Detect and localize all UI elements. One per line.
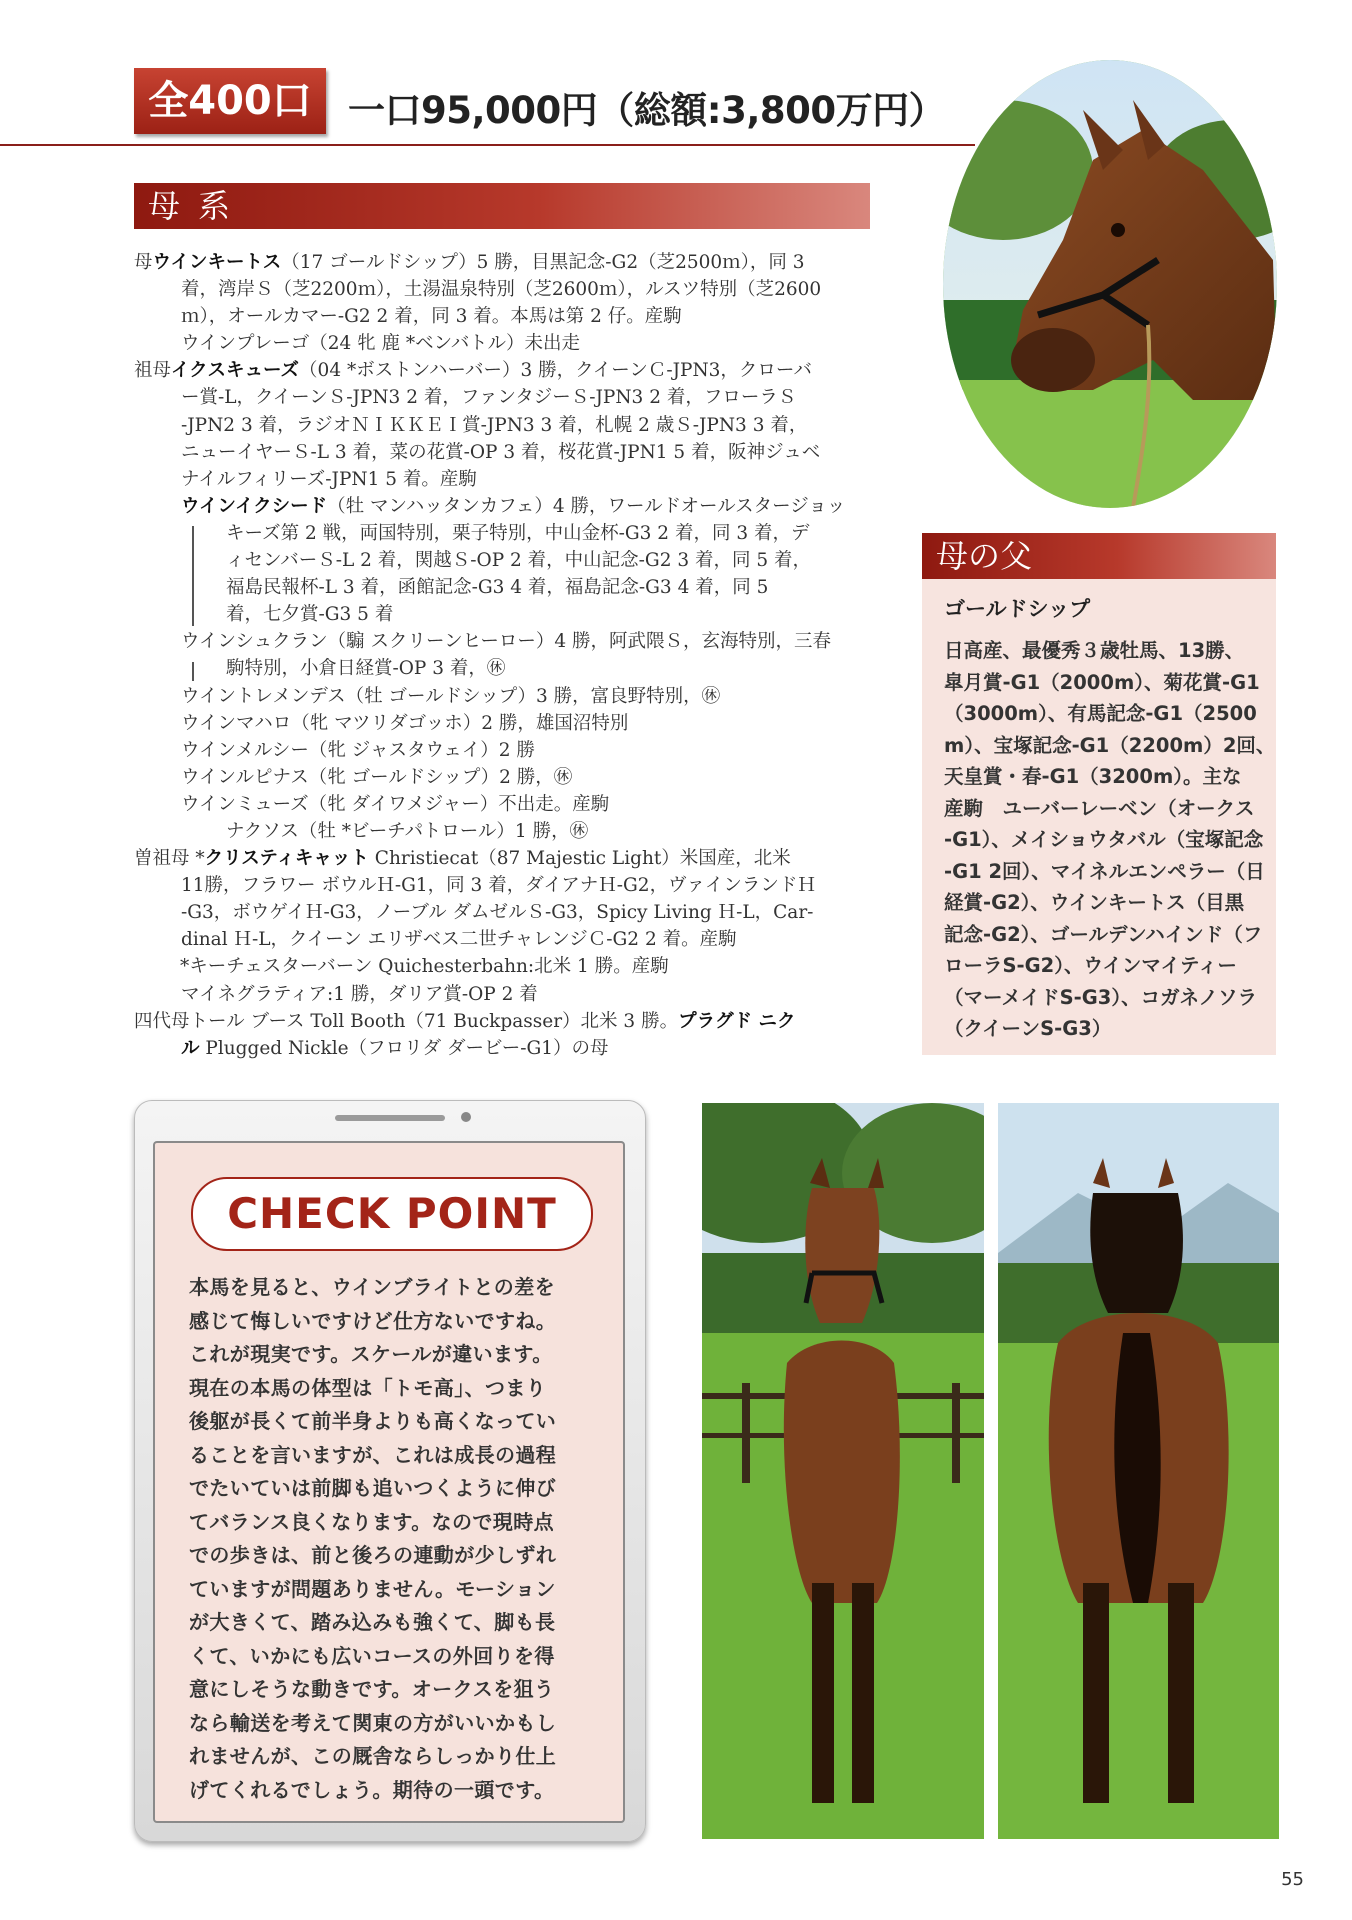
pedigree-record: キーズ第 2 戦，両国特別，栗子特別，中山金杯-G3 2 着，同 3 着，デ: [226, 522, 810, 544]
pedigree-record: 駒特別，小倉日経賞-OP 3 着，㊡: [226, 658, 506, 680]
pedigree-line: [134, 710, 874, 737]
horse-portrait-photo: [943, 60, 1277, 508]
sire-desc-line: （3000m）、有馬記念-G1（2500: [944, 702, 1257, 725]
sire-desc-line: -G1 2回）、マイネルエンペラー（日: [944, 859, 1265, 883]
pedigree-record: 福島民報杯-L 3 着，函館記念-G3 4 着，福島記念-G3 4 着，同 5: [226, 577, 769, 599]
pedigree-line: [134, 655, 874, 682]
broodmare-sire-name: ゴールドシップ: [944, 597, 1091, 621]
comment-line: ていますが問題ありません。モーション: [189, 1576, 556, 1601]
check-point-tablet: [134, 1100, 646, 1842]
sire-desc-line: ローラS-G2）、ウインマイティー: [944, 954, 1237, 977]
comment-line: 後躯が長くて前半身よりも高くなってい: [189, 1409, 557, 1433]
pedigree-line: [134, 845, 874, 872]
section-title-broodmare-sire: 母の父: [922, 533, 1276, 579]
sire-desc-line: 皐月賞-G1（2000m）、菊花賞-G1: [944, 670, 1260, 694]
comment-line: れませんが、この厩舎ならしっかり仕上: [189, 1744, 557, 1768]
horse-name: ル: [181, 1037, 200, 1059]
pedigree-line: [134, 412, 874, 439]
pedigree-record: Christiecat（87 Majestic Light）米国産，北米: [368, 848, 791, 870]
sire-desc-line: 産駒 ユーバーレーベン（オークス: [944, 796, 1255, 820]
header-rule: [0, 144, 975, 146]
pedigree-record: マイネグラティア:1 勝，ダリア賞-OP 2 着: [181, 983, 538, 1005]
comment-line: ることを言いますが、これは成長の過程: [189, 1442, 557, 1467]
page-number: 55: [1281, 1869, 1304, 1890]
comment-line: 感じて悔しいですけど仕方ないですね。: [189, 1308, 557, 1333]
comment-line: 本馬を見ると、ウインブライトとの差を: [189, 1275, 555, 1299]
pedigree-line: [134, 899, 874, 926]
pedigree-record: ナクソス（牡 *ビーチパトロール）1 勝，㊡: [226, 820, 589, 842]
pedigree-line: [134, 384, 874, 411]
pedigree-line: [134, 520, 874, 547]
sire-desc-line: 日高産、最優秀３歳牡馬、13勝、: [944, 639, 1245, 662]
pedigree-line: [134, 953, 874, 980]
pedigree-line: [134, 764, 874, 791]
pedigree-line: [134, 547, 874, 574]
comment-line: でたいていは前脚も追いつくように伸び: [189, 1476, 557, 1500]
pedigree-record: ウインマハロ（牝 マツリダゴッホ）2 勝，雄国沼特別: [181, 712, 629, 734]
horse-rear-photo: [998, 1103, 1279, 1839]
pedigree-line: [134, 276, 874, 303]
lot-badge: 全400口: [134, 68, 326, 134]
comment-line: げてくれるでしょう。期待の一頭です。: [189, 1777, 555, 1802]
tablet-camera-dot: [461, 1112, 471, 1122]
sire-desc-line: 天皇賞・春-G1（3200m）。主な: [944, 765, 1242, 788]
sire-desc-line: 記念-G2）、ゴールデンハインド（フ: [944, 922, 1263, 946]
horse-front-photo: [702, 1103, 984, 1839]
sire-desc-line: （マーメイドS-G3）、コガネノソラ: [944, 985, 1258, 1009]
pedigree-record: ウインメルシー（牝 ジャスタウェイ）2 勝: [181, 739, 535, 761]
pedigree-record: Plugged Nickle（フロリダ ダービー-G1）の母: [199, 1037, 609, 1059]
pedigree-record: （17 ゴールドシップ）5 勝，目黒記念-G2（芝2500ｍ），同 3: [281, 252, 805, 273]
pedigree-line: [134, 439, 874, 466]
pedigree-line: [134, 303, 874, 330]
broodmare-sire-description: [944, 635, 1276, 1045]
pedigree-connector: [192, 526, 194, 626]
sire-desc-line: 経賞-G2）、ウインキートス（目黒: [944, 891, 1245, 914]
pedigree-line: [134, 818, 874, 845]
pedigree-line: [134, 791, 874, 818]
pedigree-line: [134, 330, 874, 357]
comment-line: これが現実です。スケールが違います。: [189, 1342, 553, 1366]
pedigree-connector: [192, 662, 194, 681]
horse-name: ウインキートス: [152, 252, 282, 273]
horse-name: クリスティキャット: [204, 848, 369, 870]
pedigree-line: [134, 1008, 874, 1035]
pedigree-line: [134, 737, 874, 764]
pedigree-record: ニューイヤーＳ-L 3 着，菜の花賞-OP 3 着，桜花賞-JPN1 5 着，阪神ジュベ: [181, 441, 821, 463]
pedigree-record: ー賞-L，クイーンＳ-JPN3 2 着，ファンタジーＳ-JPN3 2 着，フローラＳ: [181, 387, 797, 409]
horse-name: プラグド ニク: [678, 1010, 796, 1032]
pedigree-record: *キーチェスターバーン Quichesterbahn:北米 1 勝。産駒: [180, 956, 669, 978]
pedigree-generation-label: 曽祖母 *: [134, 848, 205, 870]
unit-price: 一口95,000円（総額:3,800万円）: [348, 89, 946, 132]
pedigree-record: 11勝，フラワー ボウルＨ-G1，同 3 着，ダイアナＨ-G2，ヴァインランドＨ: [181, 875, 816, 897]
pedigree-line: [134, 926, 874, 953]
pedigree-generation-label: 祖母: [134, 360, 172, 382]
comment-line: てバランス良くなります。なので現時点: [189, 1509, 554, 1534]
pedigree-record: ｍ），オールカマー-G2 2 着，同 3 着。本馬は第 2 仔。産駒: [181, 306, 682, 328]
comment-line: 意にしそうな動きです。オークスを狙う: [189, 1677, 555, 1701]
section-title-mother-line: 母系: [134, 183, 870, 229]
pedigree-record: ウインルピナス（牝 ゴールドシップ）2 勝，㊡: [181, 766, 573, 788]
pedigree-line: [134, 601, 874, 628]
comment-line: 現在の本馬の体型は「トモ高」、つまり: [189, 1375, 547, 1400]
pedigree-record: ナイルフィリーズ-JPN1 5 着。産駒: [181, 468, 477, 490]
sire-desc-line: -G1）、メイショウタバル（宝塚記念: [944, 828, 1264, 851]
pedigree-record: dinal Ｈ-L，クイーン エリザベス二世チャレンジＣ-G2 2 着。産駒: [181, 929, 737, 951]
pedigree-record: ィセンバーＳ-L 2 着，関越Ｓ-OP 2 着，中山記念-G2 3 着，同 5 着，: [226, 550, 812, 572]
comment-line: なら輸送を考えて関東の方がいいかもし: [189, 1710, 557, 1735]
broodmare-sire-box: [922, 579, 1276, 1055]
pedigree-line: [134, 493, 874, 520]
pedigree-line: [134, 1035, 874, 1062]
pedigree-line: [134, 466, 874, 493]
pedigree-text: [134, 249, 874, 1062]
comment-line: が大きくて、踏み込みも強くて、脚も長: [189, 1610, 556, 1634]
pedigree-record: （04 *ボストンハーバー）3 勝，クイーンＣ-JPN3，クローバ: [299, 360, 813, 382]
pedigree-record: ウインシュクラン（騸 スクリーンヒーロー）4 勝，阿武隈Ｓ，玄海特別，三春: [181, 631, 832, 653]
pedigree-line: [134, 574, 874, 601]
comment-line: での歩きは、前と後ろの連動が少しずれ: [189, 1543, 557, 1567]
pedigree-record: （牡 マンハッタンカフェ）4 勝，ワールドオールスタージョッ: [327, 495, 846, 517]
check-point-comment: [189, 1271, 599, 1807]
pedigree-line: [134, 628, 874, 655]
pedigree-line: [134, 249, 874, 276]
sire-desc-line: m）、宝塚記念-G1（2200m）2回、: [944, 733, 1276, 757]
pedigree-record: ウインプレーゴ（24 牝 鹿 *ベンバトル）未出走: [181, 333, 580, 355]
check-point-panel: [153, 1141, 625, 1823]
horse-name: ウインイクシード: [181, 495, 328, 517]
tablet-speaker-slot: [335, 1115, 445, 1121]
pedigree-record: -JPN2 3 着，ラジオＮＩＫＫＥＩ賞-JPN3 3 着，札幌 2 歳Ｓ-JPN3 3 着，: [181, 414, 808, 436]
pedigree-record: ウイントレメンデス（牡 ゴールドシップ）3 勝，富良野特別，㊡: [181, 685, 721, 707]
pedigree-record: -G3，ボウゲイＨ-G3，ノーブル ダムゼルＳ-G3，Spicy Living Ｈ-L，Car-: [181, 902, 814, 924]
pedigree-generation-label: 母: [134, 252, 153, 273]
pedigree-generation-label: 四代母トール ブース Toll Booth（71 Buckpasser）北米 3 勝。: [134, 1010, 679, 1032]
pedigree-record: 着，七夕賞-G3 5 着: [226, 604, 394, 626]
comment-line: くて、いかにも広いコースの外回りを得: [189, 1643, 555, 1668]
pedigree-record: ウインミューズ（牝 ダイワメジャー）不出走。産駒: [181, 793, 610, 815]
check-point-title: CHECK POINT: [191, 1177, 593, 1251]
pedigree-line: [134, 872, 874, 899]
pedigree-line: [134, 357, 874, 384]
horse-name: イクスキューズ: [171, 360, 300, 382]
pedigree-record: 着，湾岸Ｓ（芝2200ｍ），土湯温泉特別（芝2600ｍ），ルスツ特別（芝2600: [181, 279, 822, 301]
pedigree-line: [134, 981, 874, 1008]
pedigree-line: [134, 683, 874, 710]
sire-desc-line: （クイーンS-G3）: [944, 1017, 1112, 1040]
